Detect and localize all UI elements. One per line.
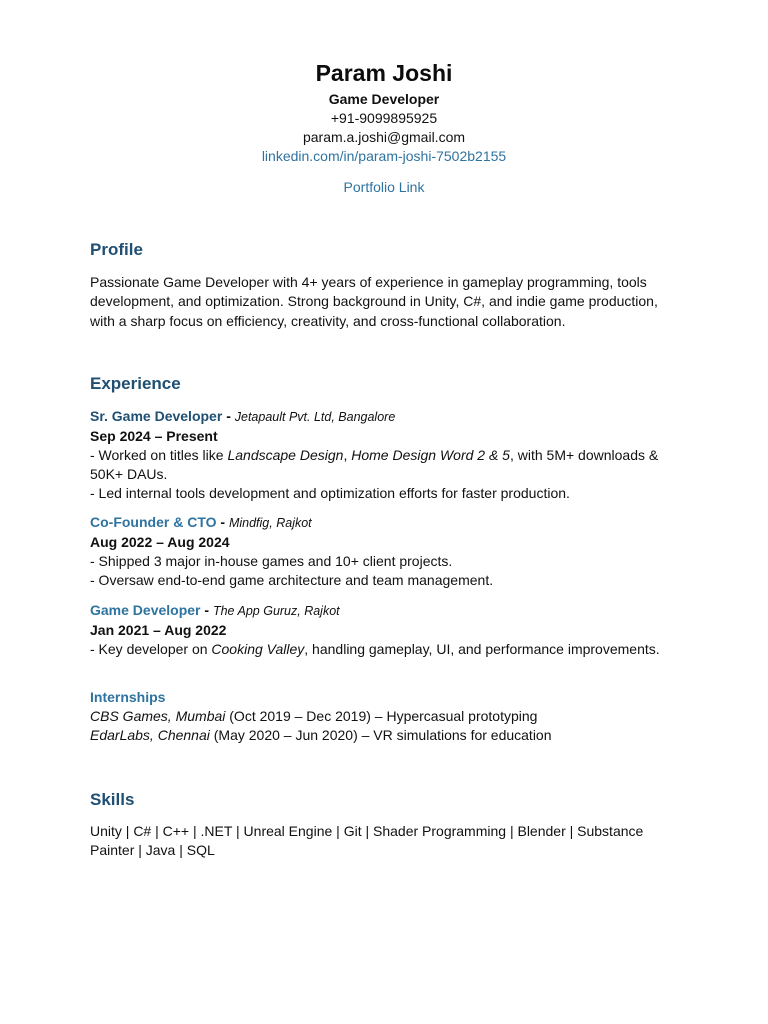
job-entry <box>90 601 686 659</box>
profile-text: Passionate Game Developer with 4+ years of experience in gameplay programming, tools development, and optimization. Strong background in Unity, C#, and indie game production, with a sharp focus on efficiency, creativity, and cross-functional collaboration. <box>90 274 658 329</box>
job-bullet: - Led internal tools development and optimization efforts for faster production. <box>90 485 570 501</box>
experience-heading: Experience <box>90 374 181 393</box>
job-entry <box>90 513 686 590</box>
job-company: The App Guruz, Rajkot <box>212 604 340 618</box>
job-separator: - <box>204 602 210 618</box>
job-entry <box>90 407 686 503</box>
phone-number: +91-9099895925 <box>330 110 438 126</box>
job-title: Co-Founder & CTO <box>90 514 217 530</box>
internship-item: CBS Games, Mumbai (Oct 2019 – Dec 2019) – Hypercasual prototyping <box>90 708 538 724</box>
job-company: Mindfig, Rajkot <box>228 516 312 530</box>
email-address: param.a.joshi@gmail.com <box>302 129 466 145</box>
internships-heading: Internships <box>90 689 166 705</box>
skills-heading: Skills <box>90 790 135 809</box>
linkedin-link[interactable]: linkedin.com/in/param-joshi-7502b2155 <box>261 148 507 164</box>
job-separator: - <box>220 514 226 530</box>
job-title: Sr. Game Developer <box>90 408 223 424</box>
job-company: Jetapault Pvt. Ltd, Bangalore <box>234 410 396 424</box>
job-separator: - <box>226 408 231 424</box>
internship-item: EdarLabs, Chennai (May 2020 – Jun 2020) – VR simulations for education <box>90 727 552 743</box>
candidate-title: Game Developer <box>328 91 440 107</box>
job-title: Game Developer <box>90 602 201 618</box>
candidate-name: Param Joshi <box>315 60 453 86</box>
job-dates: Sep 2024 – Present <box>90 428 218 444</box>
portfolio-link[interactable]: Portfolio Link <box>343 179 425 195</box>
skills-text: Unity | C# | C++ | .NET | Unreal Engine | Git | Shader Programming | Blender | Substance Painter | Java | SQL <box>90 823 644 859</box>
resume-header <box>0 59 768 196</box>
job-bullet: - Oversaw end-to-end game architecture and team management. <box>90 572 494 588</box>
profile-heading: Profile <box>90 240 143 259</box>
job-bullet: - Key developer on Cooking Valley, handling gameplay, UI, and performance improvements. <box>90 641 660 657</box>
job-bullet: - Worked on titles like Landscape Design, Home Design Word 2 & 5, with 5M+ downloads & 50K+ DAUs. <box>90 447 659 482</box>
job-dates: Aug 2022 – Aug 2024 <box>90 534 230 550</box>
job-dates: Jan 2021 – Aug 2022 <box>90 622 227 638</box>
job-bullet: - Shipped 3 major in-house games and 10+ client projects. <box>90 553 453 569</box>
internships-block <box>90 688 686 745</box>
